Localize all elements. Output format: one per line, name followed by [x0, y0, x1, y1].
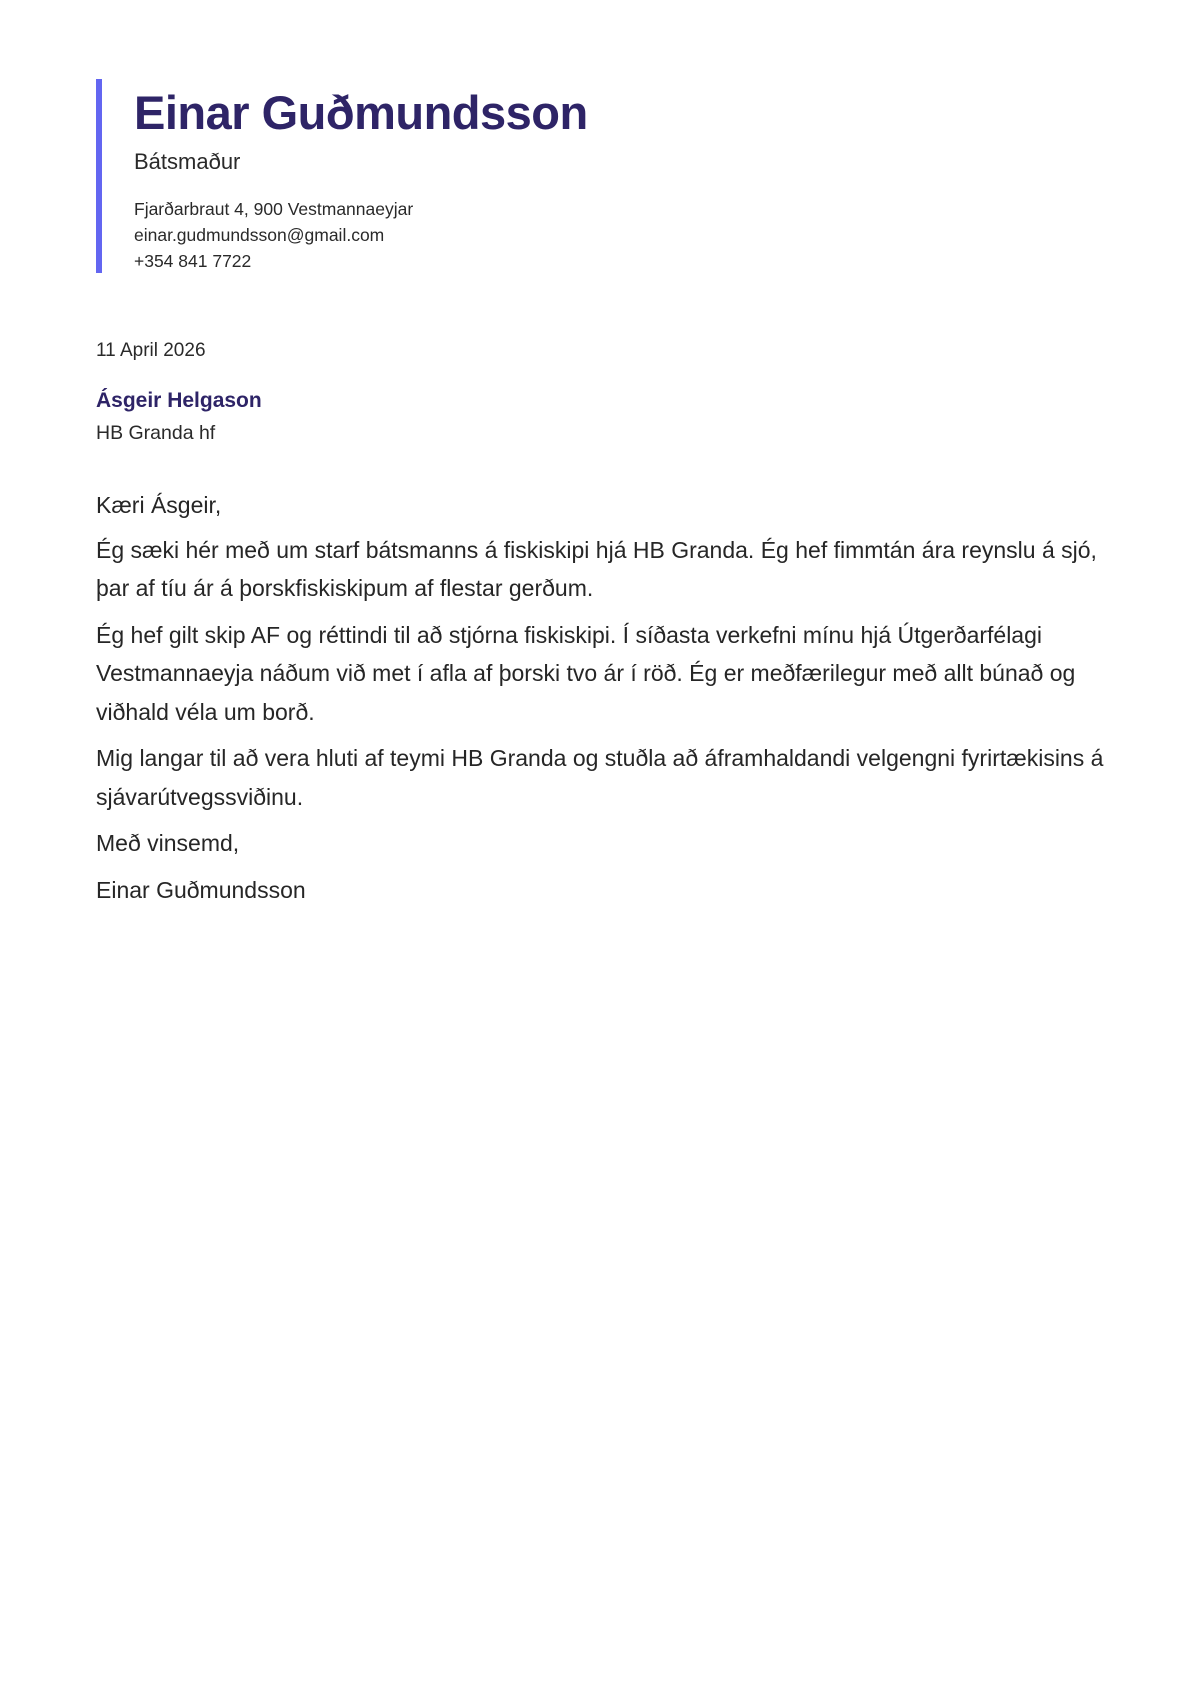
letter-body — [96, 486, 1106, 917]
sender-job-title: Bátsmaður — [134, 149, 241, 174]
body-paragraph-2: Ég hef gilt skip AF og réttindi til að stjórna fiskiskipi. Í síðasta verkefni mínu hjá Útgerðarfélagi Vestmannaeyja náðum við met í afla af þorski tvo ár í röð. Ég er meðfærilegur með allt búnað og viðhald véla um borð. — [96, 621, 1076, 725]
sender-phone: +354 841 7722 — [134, 251, 252, 271]
body-paragraph-3: Mig langar til að vera hluti af teymi HB Granda og stuðla að áframhaldandi velgengni fyrirtækisins á sjávarútvegssviðinu. — [96, 745, 1104, 810]
signature: Einar Guðmundsson — [96, 876, 306, 903]
sender-header — [96, 79, 996, 273]
sender-name: Einar Guðmundsson — [134, 86, 588, 139]
body-paragraph-1: Ég sæki hér með um starf bátsmanns á fiskiskipi hjá HB Granda. Ég hef fimmtán ára reynslu á sjó, þar af tíu ár á þorskfiskiskipum af flestar gerðum. — [96, 536, 1097, 601]
sender-contact-block — [134, 196, 413, 274]
recipient-company: HB Granda hf — [96, 422, 216, 444]
salutation: Kæri Ásgeir, — [96, 492, 222, 518]
closing: Með vinsemd, — [96, 830, 240, 856]
sender-email: einar.gudmundsson@gmail.com — [134, 225, 385, 245]
recipient-name: Ásgeir Helgason — [96, 389, 262, 412]
sender-address: Fjarðarbraut 4, 900 Vestmannaeyjar — [134, 199, 414, 219]
letter-date: 11 April 2026 — [96, 340, 206, 361]
